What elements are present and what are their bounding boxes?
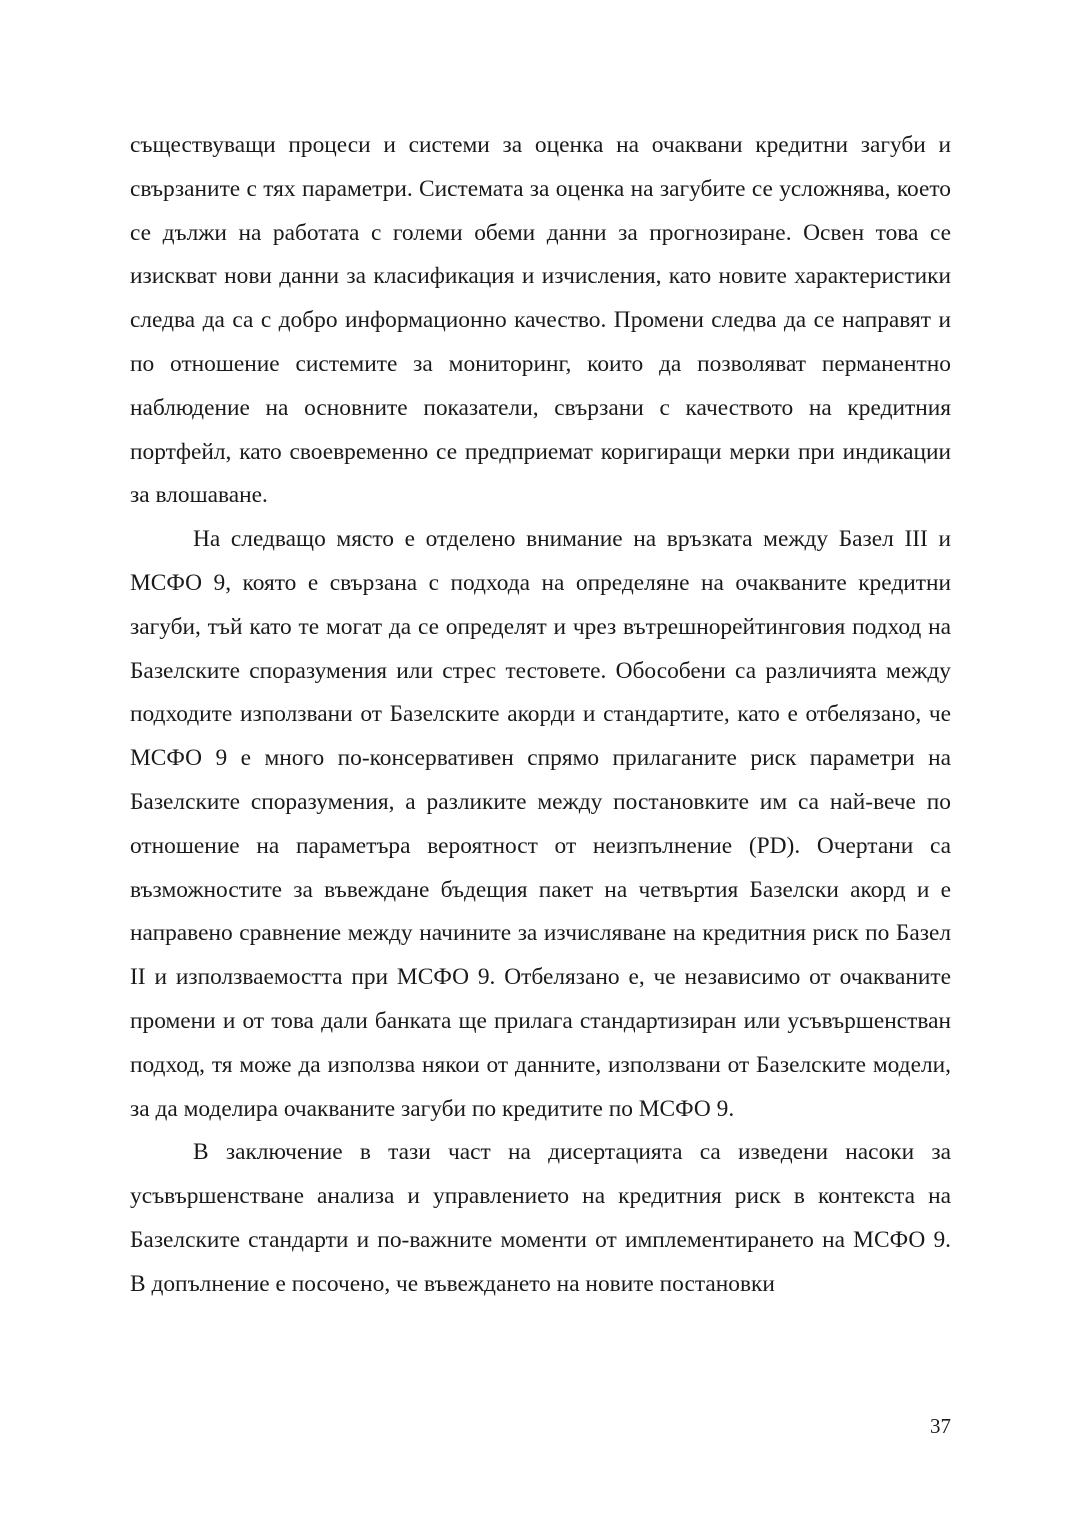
paragraph-3: В заключение в тази част на дисертацията са изведени насоки за усъвършенстване анализа и управлението на кредитния риск в контекста на Базелските стандарти и по-важните моменти от имплементирането на МСФО 9. В допълнение е посочено, че въвеждането на новите постановки [130, 1139, 951, 1297]
page-number: 37 [930, 1414, 951, 1438]
paragraph-2: На следващо място е отделено внимание на връзката между Базел III и МСФО 9, която е свързана с подхода на определяне на очакваните кредитни загуби, тъй като те могат да се определят и чрез вътрешнорейтинговия подход на Базелските споразумения или стрес тестовете. Обособени са различията между подходите използвани от Базелските акорди и стандартите, като е отбелязано, че МСФО 9 е много по-консервативен спрямо прилаганите риск параметри на Базелските споразумения, а разликите между постановките им са най-вече по отношение на параметъра вероятност от неизпълнение (PD). Очертани са възможностите за въвеждане бъдещия пакет на четвъртия Базелски акорд и е направено сравнение между начините за изчисляване на кредитния риск по Базел II и използваемостта при МСФО 9. Отбелязано е, че независимо от очакваните промени и от това дали банката ще прилага стандартизиран или усъвършенстван подход, тя може да използва някои от данните, използвани от Базелските модели, за да моделира очакваните загуби по кредитите по МСФО 9. [130, 526, 951, 1122]
body-text [130, 124, 951, 1307]
paragraph-1: съществуващи процеси и системи за оценка на очаквани кредитни загуби и свързаните с тях параметри. Системата за оценка на загубите се усложнява, което се дължи на работата с големи обеми данни за прогнозиране. Освен това се изискват нови данни за класификация и изчисления, като новите характеристики следва да са с добро информационно качество. Промени следва да се направят и по отношение системите за мониторинг, които да позволяват перманентно наблюдение на основните показатели, свързани с качеството на кредитния портфейл, като своевременно се предприемат коригиращи мерки при индикации за влошаване. [130, 132, 951, 509]
